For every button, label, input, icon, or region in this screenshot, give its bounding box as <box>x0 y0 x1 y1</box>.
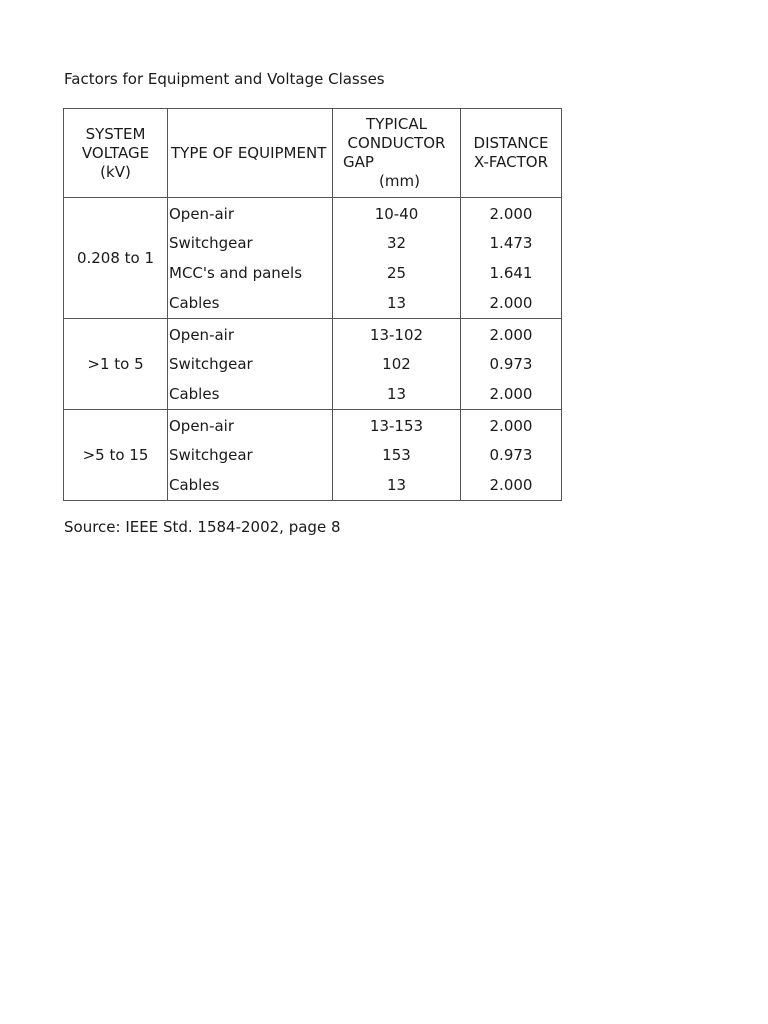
equipment-cell: MCC's and panels <box>168 258 333 288</box>
xfactor-cell: 2.000 <box>461 410 562 441</box>
header-system-voltage <box>64 109 168 198</box>
header-gap-line: CONDUCTOR <box>347 134 446 152</box>
equipment-cell: Switchgear <box>168 349 333 379</box>
xfactor-cell: 2.000 <box>461 319 562 350</box>
source-citation: Source: IEEE Std. 1584-2002, page 8 <box>64 518 341 536</box>
header-equipment: TYPE OF EQUIPMENT <box>168 109 333 198</box>
gap-cell: 13 <box>333 379 461 410</box>
voltage-cell: >1 to 5 <box>64 319 168 410</box>
header-system-voltage-line: (kV) <box>100 162 131 181</box>
gap-cell: 25 <box>333 258 461 288</box>
gap-cell: 102 <box>333 349 461 379</box>
xfactor-cell: 0.973 <box>461 440 562 470</box>
gap-cell: 13 <box>333 470 461 501</box>
voltage-cell: 0.208 to 1 <box>64 198 168 319</box>
equipment-cell: Open-air <box>168 198 333 229</box>
xfactor-cell: 0.973 <box>461 349 562 379</box>
header-gap-line: TYPICAL <box>366 115 427 133</box>
header-gap-line: (mm) <box>379 172 420 190</box>
equipment-cell: Cables <box>168 288 333 319</box>
xfactor-cell: 2.000 <box>461 198 562 229</box>
header-xfactor <box>461 109 562 198</box>
header-system-voltage-line: SYSTEM <box>85 124 146 143</box>
equipment-cell: Switchgear <box>168 440 333 470</box>
equipment-cell: Open-air <box>168 410 333 441</box>
gap-cell: 10-40 <box>333 198 461 229</box>
header-xfactor-line: DISTANCE <box>473 134 549 152</box>
header-xfactor-line: X-FACTOR <box>473 153 549 171</box>
xfactor-cell: 2.000 <box>461 379 562 410</box>
voltage-cell: >5 to 15 <box>64 410 168 501</box>
xfactor-cell: 1.641 <box>461 258 562 288</box>
header-system-voltage-line: VOLTAGE <box>81 143 150 162</box>
xfactor-cell: 2.000 <box>461 470 562 501</box>
gap-cell: 13-102 <box>333 319 461 350</box>
gap-cell: 13 <box>333 288 461 319</box>
table-row <box>64 410 562 441</box>
gap-cell: 32 <box>333 228 461 258</box>
equipment-cell: Cables <box>168 379 333 410</box>
gap-cell: 153 <box>333 440 461 470</box>
factors-table <box>63 108 562 501</box>
header-gap-line: GAP <box>343 153 374 171</box>
equipment-cell: Switchgear <box>168 228 333 258</box>
table-row <box>64 198 562 229</box>
table-caption: Factors for Equipment and Voltage Classes <box>64 70 385 88</box>
xfactor-cell: 1.473 <box>461 228 562 258</box>
gap-cell: 13-153 <box>333 410 461 441</box>
equipment-cell: Open-air <box>168 319 333 350</box>
header-conductor-gap <box>333 109 461 198</box>
table-row <box>64 319 562 350</box>
xfactor-cell: 2.000 <box>461 288 562 319</box>
equipment-cell: Cables <box>168 470 333 501</box>
